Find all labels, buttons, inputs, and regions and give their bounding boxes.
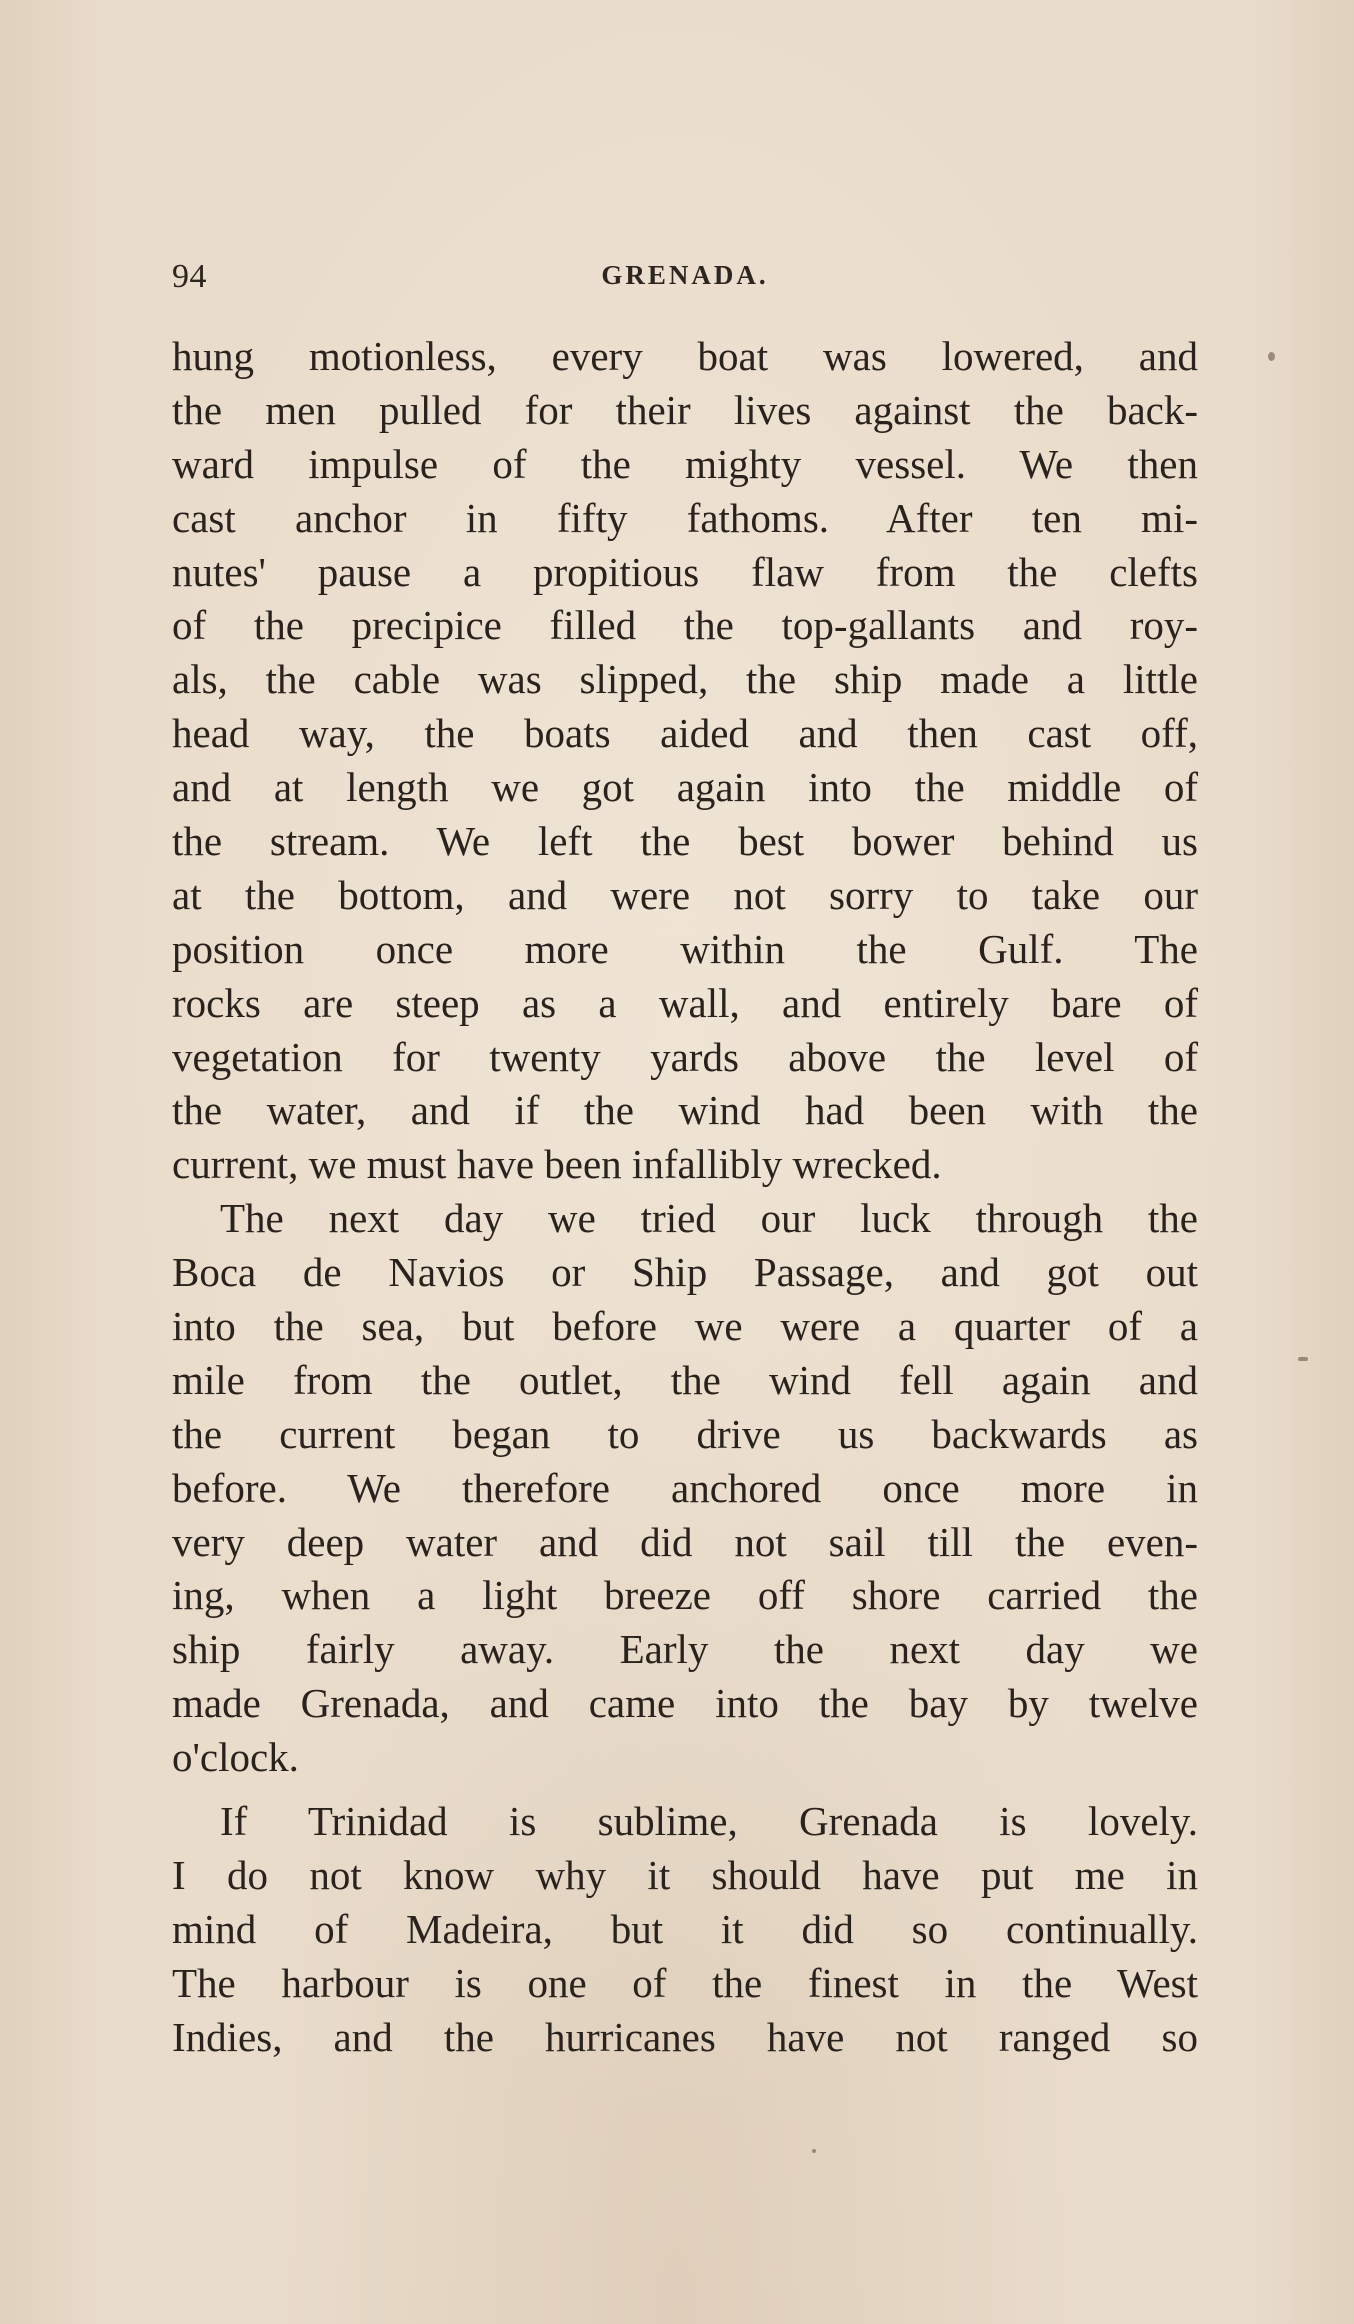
text-line: als, the cable was slipped, the ship made a little: [172, 656, 1198, 703]
text-line: of the precipice filled the top-gallants and roy-: [172, 602, 1198, 649]
text-line: the stream. We left the best bower behind us: [172, 818, 1198, 865]
text-line: the current began to drive us backwards as: [172, 1410, 1198, 1457]
page-header: [172, 258, 1198, 298]
text-line: mile from the outlet, the wind fell again and: [172, 1356, 1198, 1403]
text-line: made Grenada, and came into the bay by twelve: [172, 1680, 1198, 1727]
page-number: 94: [172, 258, 207, 295]
text-line: position once more within the Gulf. The: [172, 925, 1198, 972]
text-line: Boca de Navios or Ship Passage, and got out: [172, 1249, 1198, 1296]
body-text: [172, 330, 1198, 2065]
text-line: ing, when a light breeze off shore carried the: [172, 1572, 1198, 1619]
text-line: the men pulled for their lives against the back-: [172, 386, 1198, 433]
text-line: before. We therefore anchored once more in: [172, 1464, 1198, 1511]
text-line: If Trinidad is sublime, Grenada is lovely.: [220, 1798, 1198, 1845]
text-line: current, we must have been infallibly wrecked.: [172, 1141, 942, 1188]
text-line: ward impulse of the mighty vessel. We then: [172, 440, 1198, 487]
text-line: rocks are steep as a wall, and entirely bare of: [172, 979, 1198, 1026]
text-line: into the sea, but before we were a quarter of a: [172, 1303, 1198, 1350]
text-line: at the bottom, and were not sorry to take our: [172, 871, 1198, 918]
text-line: I do not know why it should have put me in: [172, 1851, 1198, 1898]
paragraph: [172, 1192, 1198, 1785]
text-line: vegetation for twenty yards above the level of: [172, 1033, 1198, 1080]
paragraph: [172, 1795, 1198, 2064]
text-line: nutes' pause a propitious flaw from the clefts: [172, 548, 1198, 595]
text-line: The next day we tried our luck through the: [220, 1195, 1198, 1242]
running-head: GRENADA.: [601, 260, 769, 290]
text-line: The harbour is one of the finest in the West: [172, 1959, 1198, 2006]
paragraph-gap: [172, 1785, 1198, 1795]
text-line: cast anchor in fifty fathoms. After ten mi-: [172, 494, 1198, 541]
text-line: mind of Madeira, but it did so continually.: [172, 1905, 1198, 1952]
text-line: ship fairly away. Early the next day we: [172, 1626, 1198, 1673]
text-line: o'clock.: [172, 1734, 299, 1781]
text-line: head way, the boats aided and then cast off,: [172, 710, 1198, 757]
paragraph: [172, 330, 1198, 1192]
text-line: Indies, and the hurricanes have not ranged so: [172, 2013, 1198, 2060]
text-line: the water, and if the wind had been with the: [172, 1087, 1198, 1134]
text-line: very deep water and did not sail till the even-: [172, 1518, 1198, 1565]
text-line: and at length we got again into the middle of: [172, 764, 1198, 811]
text-line: hung motionless, every boat was lowered, and: [172, 333, 1198, 379]
